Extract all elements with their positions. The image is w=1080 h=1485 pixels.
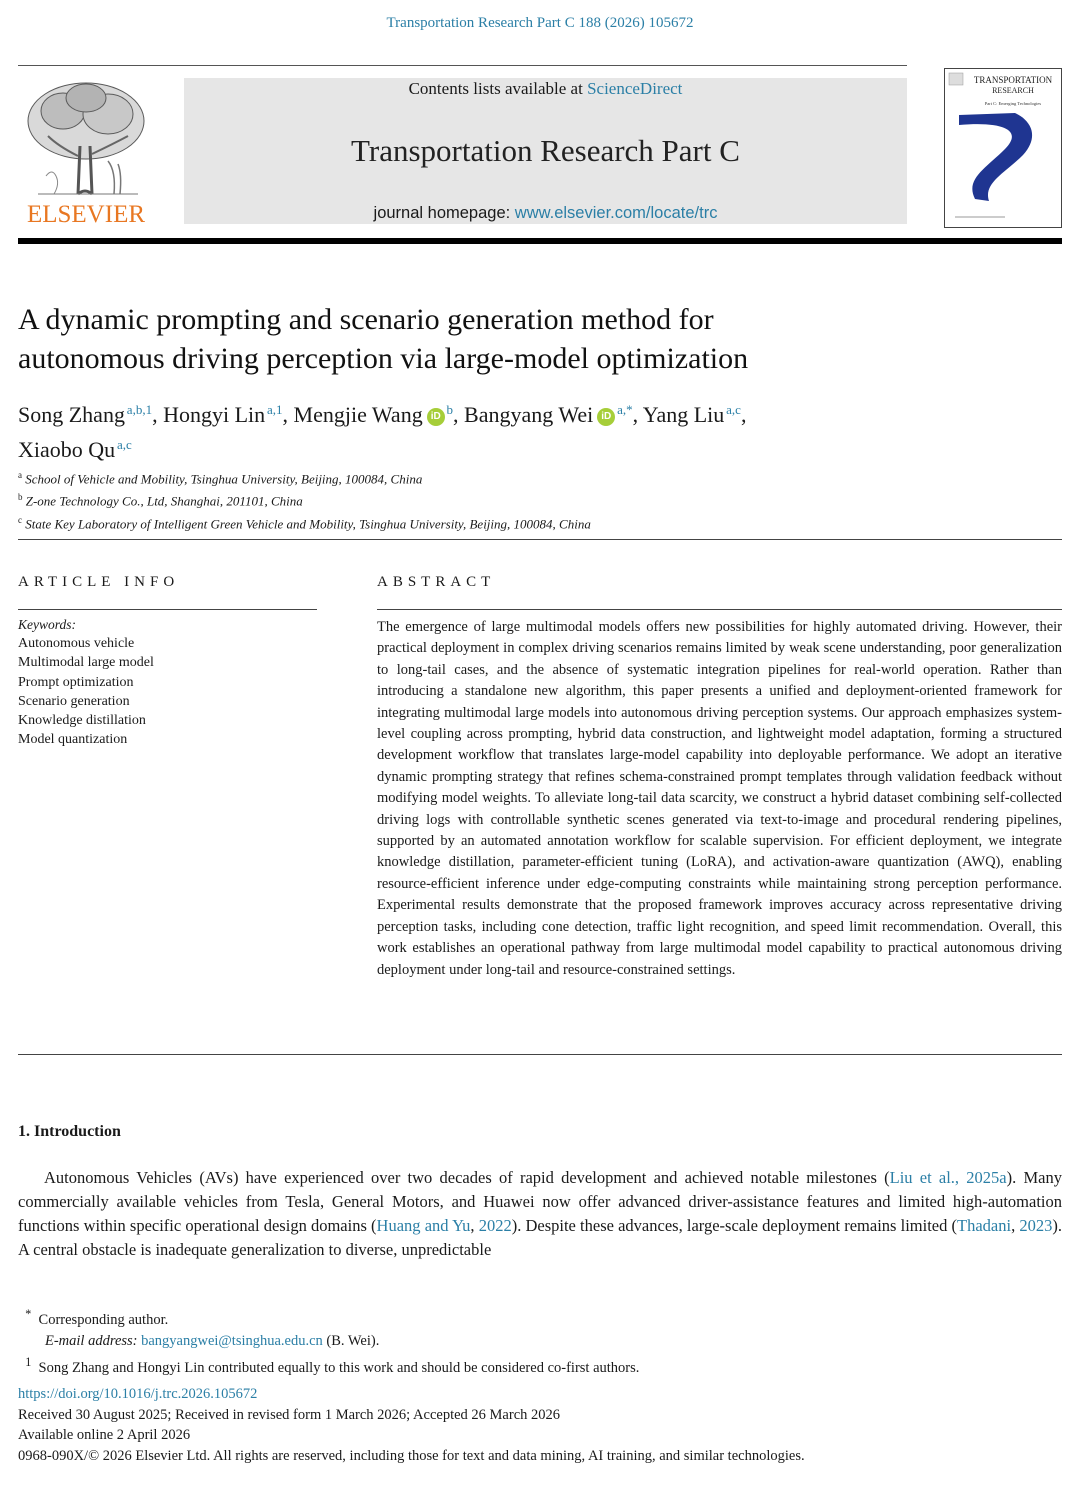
top-divider bbox=[18, 65, 907, 66]
introduction-paragraph: Autonomous Vehicles (AVs) have experienced over two decades of rapid development and achieved notable milestones (Liu et al., 2025a). Many commercially available vehicles from Tesla, General Motors, and Huawei now offer advanced driver-assistance features and limited high-automation functions within specific operational design domains (Huang and Yu, 2022). Despite these advances, large-scale deployment remains limited (Thadani, 2023). A central obstacle is inadequate generalization to diverse, unpredictable bbox=[18, 1168, 1062, 1259]
article-title bbox=[18, 300, 1018, 378]
article-title-line-1: A dynamic prompting and scenario generation method for bbox=[18, 303, 714, 336]
divider bbox=[18, 539, 1062, 540]
author[interactable]: Mengjie Wang iD $^b$, bbox=[293, 402, 459, 427]
affiliation-item: $^b$ Z-one Technology Co., Ltd, Shanghai, 201101, China bbox=[18, 492, 303, 509]
article-info-heading: ARTICLE INFO bbox=[18, 574, 180, 590]
orcid-icon[interactable]: iD bbox=[427, 408, 445, 426]
footnote-email: E-mail address: bangyangwei@tsinghua.edu.cn (B. Wei). bbox=[45, 1332, 380, 1349]
homepage-line bbox=[184, 204, 907, 223]
author[interactable]: Bangyang Wei iD $^{a,*}$, bbox=[464, 402, 639, 427]
abstract-heading: ABSTRACT bbox=[377, 574, 496, 590]
cover-title-2: RESEARCH bbox=[992, 86, 1034, 95]
footnote-corresponding: * Corresponding author. bbox=[25, 1307, 169, 1328]
cover-subtitle: Part C: Emerging Technologies bbox=[984, 101, 1042, 106]
homepage-link[interactable]: www.elsevier.com/locate/trc bbox=[514, 204, 718, 222]
received-dates: Received 30 August 2025; Received in revised form 1 March 2026; Accepted 26 March 2026 bbox=[18, 1406, 561, 1423]
header-thick-rule bbox=[18, 238, 1062, 244]
author[interactable]: Hongyi Lin $^{a,1}$, bbox=[163, 402, 289, 427]
author[interactable]: Xiaobo Qu $^{a,c}$ bbox=[18, 437, 132, 462]
affiliation-item: $^c$ State Key Laboratory of Intelligent Green Vehicle and Mobility, Tsinghua University, Beijing, 100084, China bbox=[18, 514, 591, 531]
keywords-label: Keywords: bbox=[18, 617, 76, 632]
email-link[interactable]: bangyangwei@tsinghua.edu.cn bbox=[141, 1332, 323, 1349]
abstract-text: The emergence of large multimodal models offers new possibilities for highly automated driving. However, their practical deployment in complex driving scenarios remains limited by weak scene understanding, poor generalization to long-tail cases, and the absence of systematic integration pipelines for real-world operation. Rather than introducing a standalone new algorithm, this paper presents a unified and deployment-oriented framework for integrating multimodal large models into autonomous driving perception systems. Our approach emphasizes system-level coupling across prompting, hybrid data construction, and lightweight model adaptation, forming a structured development workflow that translates large-model capability into deployable performance. We adopt an iterative dynamic prompting strategy that refines schema-constrained prompt templates through validation feedback without modifying model weights. To alleviate long-tail data scarcity, we construct a hybrid dataset combining self-collected driving logs with controllable synthetic scenes generated via text-to-image and procedural rendering pipelines, supported by an automated annotation workflow for scalable supervision. For efficient deployment, we integrate knowledge distillation, parameter-efficient tuning (LoRA), and activation-aware quantization (AWQ), enabling resource-efficient inference under edge-computing constraints while maintaining strong perception performance. Experimental results demonstrate that the proposed framework improves accuracy across representative driving perception tasks, including cone detection, traffic light recognition, and speed limit recommendation. Overall, this work establishes an operational pathway from large multimodal model capability to practical autonomous driving deployment under long-tail and resource-constrained settings. bbox=[377, 619, 1062, 978]
affiliation-item: $^a$ School of Vehicle and Mobility, Tsinghua University, Beijing, 100084, China bbox=[18, 470, 423, 487]
elsevier-wordmark: ELSEVIER bbox=[26, 201, 146, 228]
article-title-line-2: autonomous driving perception via large-model optimization bbox=[18, 342, 749, 375]
divider bbox=[18, 1054, 1062, 1055]
journal-cover-thumbnail[interactable] bbox=[944, 68, 1062, 228]
available-online: Available online 2 April 2026 bbox=[18, 1427, 191, 1443]
author[interactable]: Song Zhang $^{a,b,1}$, bbox=[18, 402, 158, 427]
keyword: Autonomous vehicle bbox=[18, 636, 135, 651]
contents-prefix: Contents lists available at bbox=[408, 79, 588, 98]
author-list bbox=[18, 395, 1018, 465]
keywords-list bbox=[18, 634, 154, 750]
sciencedirect-link[interactable]: ScienceDirect bbox=[587, 79, 683, 98]
citation-link[interactable]: Huang and Yu bbox=[376, 1215, 471, 1235]
citation-link[interactable]: 2022 bbox=[478, 1215, 512, 1235]
affiliations bbox=[18, 466, 1018, 533]
citation-link[interactable]: Liu et al., 2025a bbox=[889, 1168, 1007, 1187]
copyright: 0968-090X/© 2026 Elsevier Ltd. All rights are reserved, including those for text and data mining, AI training, and similar technologies. bbox=[18, 1447, 805, 1464]
keyword: Knowledge distillation bbox=[18, 713, 146, 729]
doi-link[interactable]: https://doi.org/10.1016/j.trc.2026.105672 bbox=[18, 1386, 258, 1402]
footnotes bbox=[18, 1304, 1062, 1379]
article-meta bbox=[18, 1384, 1078, 1466]
citation-link[interactable]: Thadani bbox=[957, 1215, 1012, 1235]
contents-line bbox=[184, 79, 907, 99]
orcid-icon[interactable]: iD bbox=[597, 408, 615, 426]
keyword: Multimodal large model bbox=[18, 655, 154, 671]
tree-of-knowledge-icon bbox=[18, 76, 154, 228]
citation-link[interactable]: 2023 bbox=[1019, 1215, 1053, 1235]
homepage-prefix: journal homepage: bbox=[373, 204, 515, 222]
cover-title-1: TRANSPORTATION bbox=[973, 75, 1053, 85]
section-heading-introduction: 1. Introduction bbox=[18, 1123, 121, 1140]
divider bbox=[18, 609, 317, 610]
footnote-co-first: $^1$ Song Zhang and Hongyi Lin contributed equally to this work and should be considered co-first authors. bbox=[25, 1354, 640, 1376]
author[interactable]: Yang Liu $^{a,c}$, bbox=[642, 402, 747, 427]
keyword: Model quantization bbox=[18, 732, 128, 748]
journal-title: Transportation Research Part C bbox=[351, 133, 740, 168]
keyword: Scenario generation bbox=[18, 693, 130, 709]
elsevier-logo[interactable] bbox=[18, 76, 154, 228]
divider bbox=[377, 609, 1062, 610]
keyword: Prompt optimization bbox=[18, 674, 134, 690]
running-head[interactable]: Transportation Research Part C 188 (2026) 105672 bbox=[386, 15, 694, 31]
